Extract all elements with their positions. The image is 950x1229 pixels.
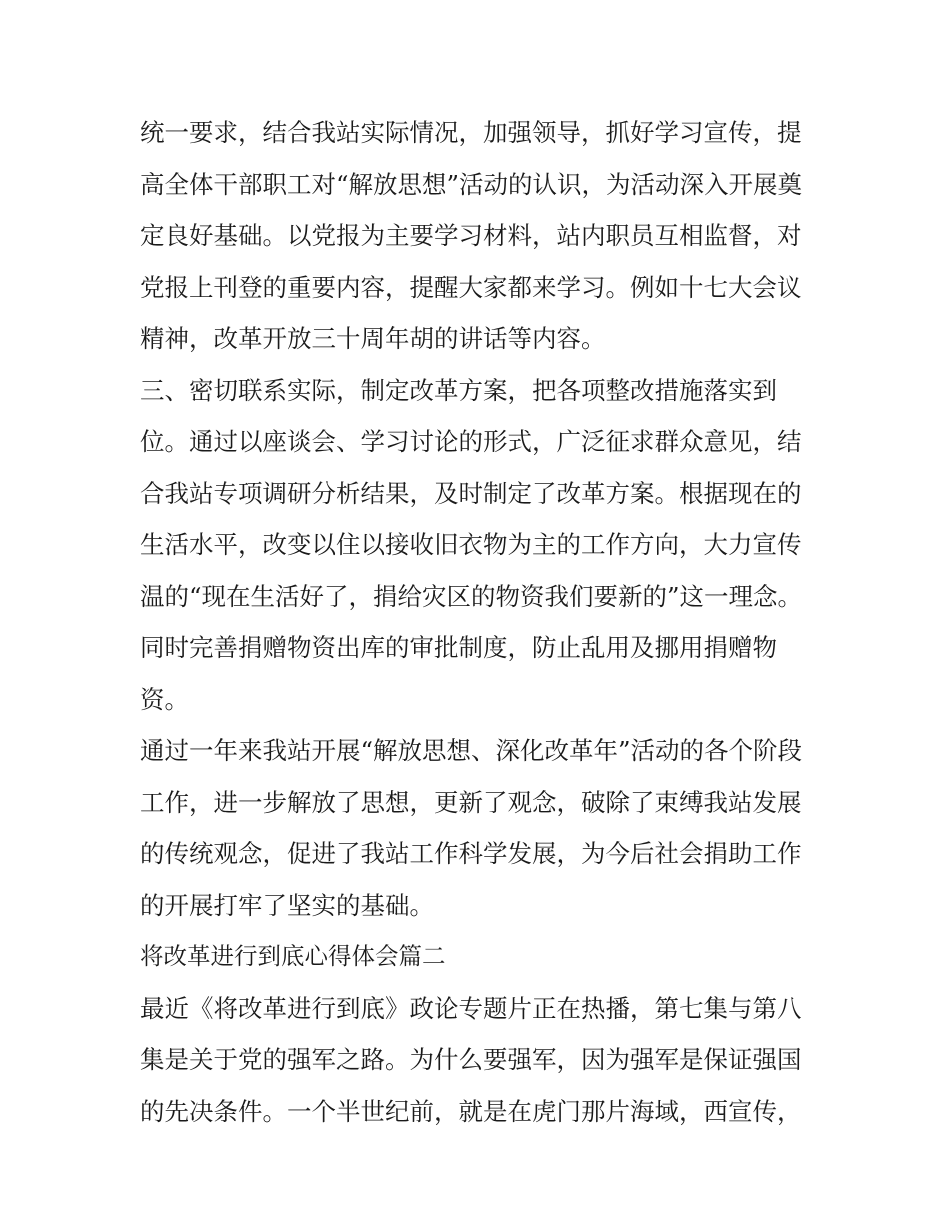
text-line: 统一要求，结合我站实际情况，加强领导，抓好学习宣传，提: [140, 118, 802, 147]
text-line: 三、密切联系实际，制定改革方案，把各项整改措施落实到: [140, 375, 777, 405]
text-line: 的先决条件。一个半世纪前，就是在虎门那片海域，西宣传，: [140, 1096, 802, 1126]
text-line: 党报上刊登的重要内容，提醒大家都来学习。例如十七大会议: [140, 272, 802, 302]
text-line: 资。: [140, 684, 189, 714]
section-heading: 将改革进行到底心得体会篇二: [140, 942, 446, 970]
text-line: 生活水平，改变以住以接收旧衣物为主的工作方向，大力宣传: [140, 530, 802, 559]
text-line: 高全体干部职工对“解放思想”活动的认识，为活动深入开展奠: [140, 169, 803, 199]
text-line: 通过一年来我站开展“解放思想、深化改革年”活动的各个阶段: [140, 736, 803, 765]
text-line: 的传统观念，促进了我站工作科学发展，为今后社会捐助工作: [140, 839, 802, 868]
text-line: 定良好基础。以党报为主要学习材料，站内职员互相监督，对: [140, 221, 802, 250]
text-line: 位。通过以座谈会、学习讨论的形式，广泛征求群众意见，结: [140, 427, 802, 456]
text-line: 最近《将改革进行到底》政论专题片正在热播，第七集与第八: [140, 993, 802, 1023]
text-line: 合我站专项调研分析结果，及时制定了改革方案。根据现在的: [140, 478, 802, 508]
document-body: [140, 107, 820, 1137]
text-line: 工作，进一步解放了思想，更新了观念，破除了束缚我站发展: [140, 787, 802, 817]
text-line: 精神，改革开放三十周年胡的讲话等内容。: [140, 324, 606, 353]
text-line: 同时完善捐赠物资出库的审批制度，防止乱用及挪用捐赠物: [140, 633, 777, 662]
text-line: 温的“现在生活好了，捐给灾区的物资我们要新的”这一理念。: [140, 581, 803, 611]
text-line: 集是关于党的强军之路。为什么要强军，因为强军是保证强国: [140, 1045, 802, 1074]
text-line: 的开展打牢了坚实的基础。: [140, 890, 434, 920]
